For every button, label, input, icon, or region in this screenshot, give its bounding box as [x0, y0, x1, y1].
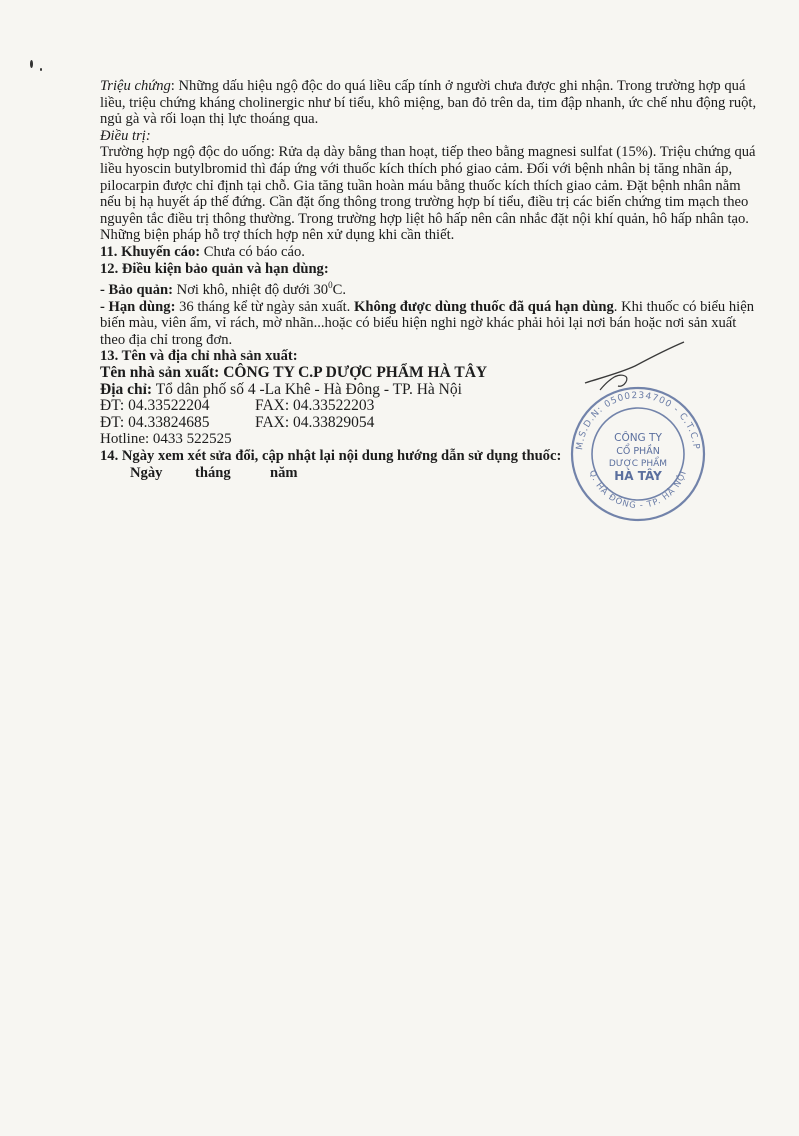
section-14-heading: 14. Ngày xem xét sửa đổi, cập nhật lại nội dung hướng dẫn sử dụng thuốc: — [100, 447, 562, 464]
expiry-rest: . Khi thuốc có biểu hiện biến màu, viên ẩm, vỉ rách, mờ nhãn...hoặc có biểu hiện nghi ngờ khác phải hỏi lại nơi bán hoặc nơi sản xuất theo địa chỉ trong đơn. — [100, 298, 754, 348]
fax-2: FAX: 04.33829054 — [255, 413, 375, 431]
phone-2: ĐT: 04.33824685 — [100, 413, 210, 431]
manufacturer-name: CÔNG TY C.P DƯỢC PHẨM HÀ TÂY — [219, 363, 488, 381]
stamp-line-2: CỔ PHẦN — [616, 446, 660, 457]
overdose-treatment-heading: Điều trị: — [100, 127, 151, 144]
section-13-heading: 13. Tên và địa chỉ nhà sản xuất: — [100, 348, 298, 365]
hotline: Hotline: 0433 522525 — [100, 431, 232, 448]
stamp-line-1: CÔNG TY — [614, 432, 662, 444]
overdose-symptoms — [100, 78, 760, 128]
overdose-treatment: Trường hợp ngộ độc do uống: Rửa dạ dày bằng than hoạt, tiếp theo bằng magnesi sulfat (15%). Triệu chứng quá liều hyoscin butylbromid thì đáp ứng với thuốc kích thích phó giao cảm. Đối với bệnh nhân bị tăng nhãn áp, pilocarpin được chỉ định tại chỗ. Gia tăng tuần hoàn máu bằng thuốc kích thích giao cảm. Đặt bệnh nhân nằm nếu bị hạ huyết áp thế đứng. Cần đặt ống thông trong trường hợp bí tiểu, điều trị các biến chứng tim mạch theo nguyên tắc điều trị thông thường. Trong trường hợp liệt hô hấp nên cân nhắc đặt nội khí quản, hô hấp nhân tạo. Những biện pháp hỗ trợ thích hợp nên xử dụng khi cần thiết. — [100, 144, 756, 244]
review-year-label: năm — [270, 464, 298, 481]
expiry-warning: Không được dùng thuốc đã quá hạn dùng — [353, 298, 614, 315]
section-11-text: Chưa có báo cáo. — [200, 243, 305, 260]
address-label: Địa chỉ: — [100, 380, 153, 398]
phone-1: ĐT: 04.33522204 — [100, 397, 210, 415]
storage-unit: C. — [332, 281, 346, 298]
storage-text: Nơi khô, nhiệt độ dưới 30 — [173, 281, 329, 298]
symptoms-label: Triệu chứng — [100, 78, 171, 94]
fax-1: FAX: 04.33522203 — [255, 397, 375, 415]
storage-label: - Bảo quản: — [100, 281, 173, 298]
stamp-ring-bottom: Q. HÀ ĐÔNG - TP. HÀ NỘI — [586, 469, 690, 512]
review-month-label: tháng — [195, 464, 231, 481]
manufacturer-label: Tên nhà sản xuất: — [100, 363, 220, 381]
stamp-line-4: HÀ TÂY — [614, 469, 662, 483]
stamp-line-3: DƯỢC PHẨM — [608, 459, 668, 469]
section-11-heading: 11. Khuyến cáo: — [100, 243, 201, 260]
review-day-label: Ngày — [130, 464, 163, 481]
stamp-ring-top: M.S.D.N: 0500234700 - C.T.C.P — [575, 390, 701, 451]
address-text: Tổ dân phố số 4 -La Khê - Hà Đông - TP. Hà Nội — [152, 380, 462, 398]
storage-sup: 0 — [328, 280, 333, 291]
signature-mark — [580, 338, 690, 398]
symptoms-text: : Những dấu hiệu ngộ độc do quá liều cấp tính ở người chưa được ghi nhận. Trong trường hợp quá liều, triệu chứng kháng cholinergic như bí tiểu, khô miệng, ban đỏ trên da, tim đập nhanh, ức chế nhu động ruột, ngủ gà và rối loạn thị lực thoáng qua. — [100, 78, 757, 128]
expiry-label: - Hạn dùng: — [100, 298, 176, 315]
section-11 — [100, 244, 760, 261]
scan-speck — [40, 68, 42, 71]
company-seal-stamp — [568, 384, 708, 524]
storage-line — [100, 277, 760, 298]
section-12-heading: 12. Điều kiện bảo quản và hạn dùng: — [100, 260, 329, 277]
expiry-text: 36 tháng kể từ ngày sản xuất. — [175, 298, 354, 315]
scan-speck — [30, 60, 33, 68]
treatment-label: Điều trị — [100, 127, 146, 144]
